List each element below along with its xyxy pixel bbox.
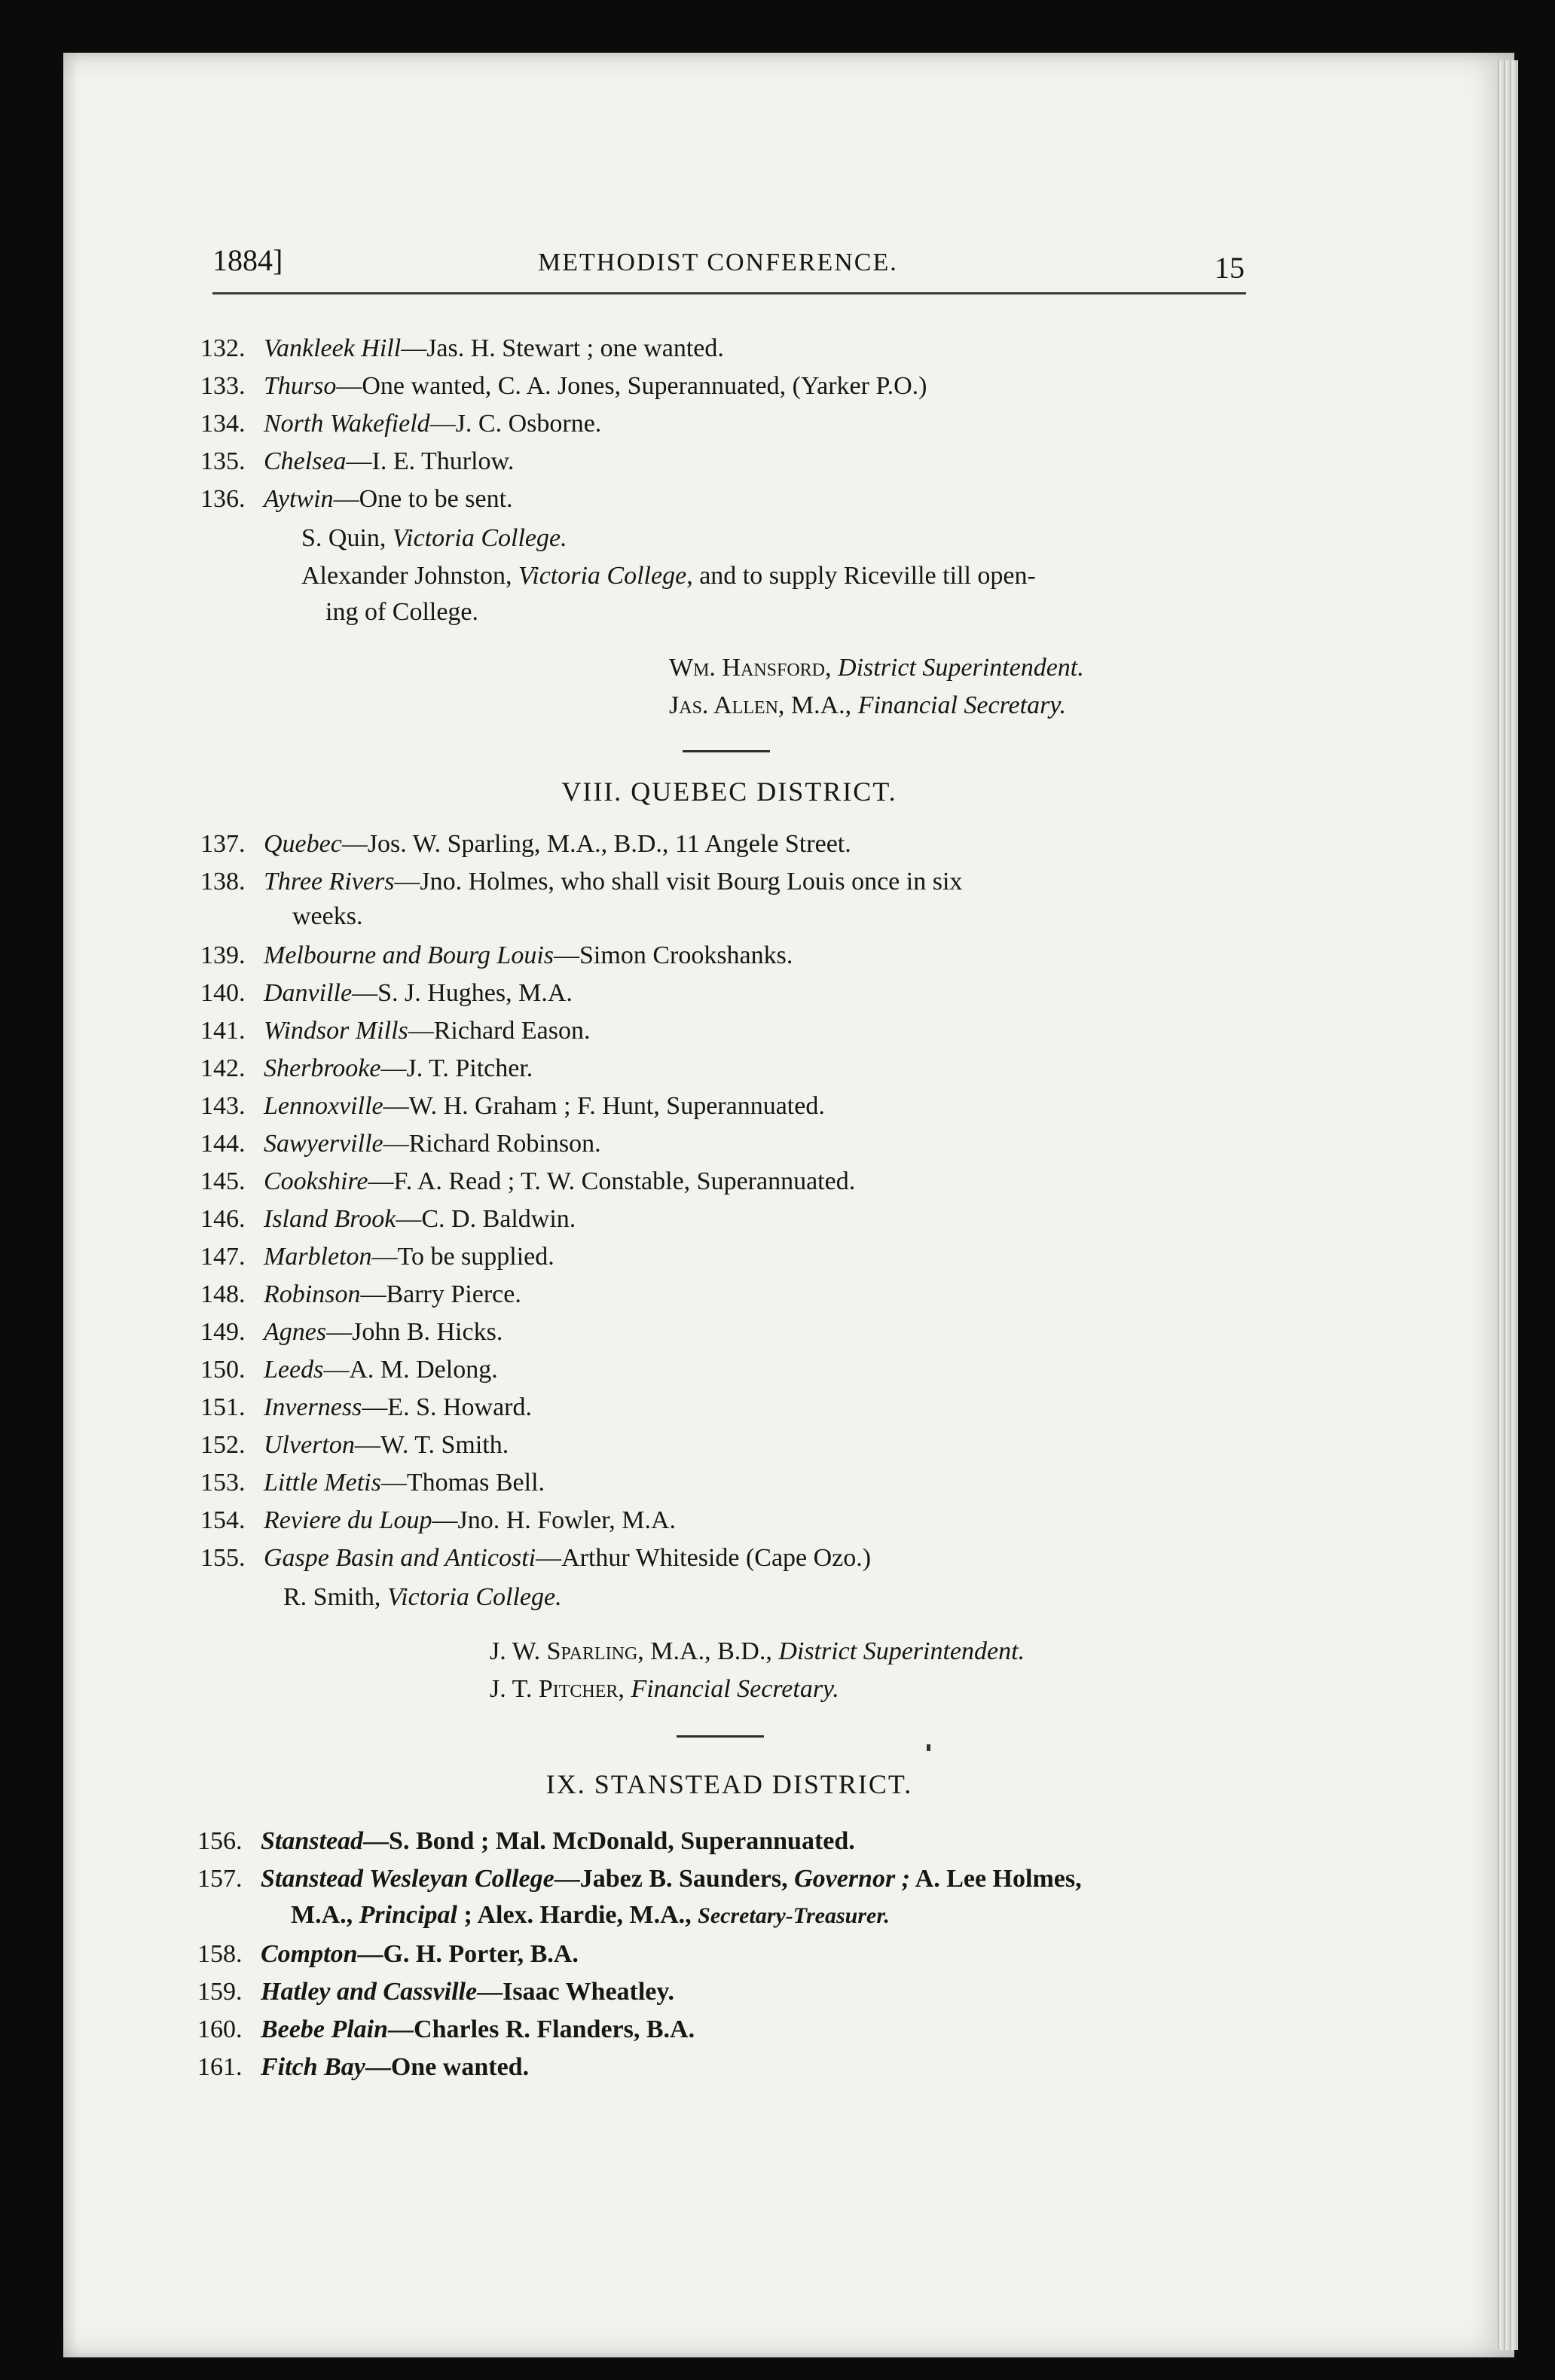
entry-138: 138. Three Rivers—Jno. Holmes, who shall visit Bourg Louis once in six [200,868,963,896]
header-year: 1884] [212,243,283,277]
entry-159: 159. Hatley and Cassville—Isaac Wheatley. [197,1978,675,2006]
signature-superintendent: J. W. Sparling, M.A., B.D., District Superintendent. [490,1637,1025,1665]
entry-154: 154. Reviere du Loup—Jno. H. Fowler, M.A. [200,1506,676,1534]
extra-johnston-cont: ing of College. [325,598,479,626]
ink-speck [927,1744,930,1751]
entry-141: 141. Windsor Mills—Richard Eason. [200,1017,591,1045]
entry-139: 139. Melbourne and Bourg Louis—Simon Crookshanks. [200,941,793,969]
entry-155: 155. Gaspe Basin and Anticosti—Arthur Whiteside (Cape Ozo.) [200,1544,872,1572]
entry-153: 153. Little Metis—Thomas Bell. [200,1469,545,1497]
signature-secretary: Jas. Allen, M.A., Financial Secretary. [669,691,1067,719]
section-divider [677,1735,764,1738]
header-title: METHODIST CONFERENCE. [538,249,898,276]
entry-156: 156. Stanstead—S. Bond ; Mal. McDonald, Superannuated. [197,1827,855,1855]
entry-161: 161. Fitch Bay—One wanted. [197,2053,530,2081]
entry-160: 160. Beebe Plain—Charles R. Flanders, B.A. [197,2015,695,2043]
extra-quin: S. Quin, Victoria College. [301,524,567,552]
signature-superintendent: Wm. Hansford, District Superintendent. [669,654,1084,682]
entry-135: 135. Chelsea—I. E. Thurlow. [200,447,515,475]
entry-157: 157. Stanstead Wesleyan College—Jabez B. Saunders, Governor ; A. Lee Holmes, [197,1865,1082,1893]
entry-150: 150. Leeds—A. M. Delong. [200,1356,498,1384]
entry-136: 136. Aytwin—One to be sent. [200,485,513,513]
entry-143: 143. Lennoxville—W. H. Graham ; F. Hunt, Superannuated. [200,1092,825,1120]
signature-secretary: J. T. Pitcher, Financial Secretary. [490,1675,839,1703]
entry-134: 134. North Wakefield—J. C. Osborne. [200,410,602,438]
entry-157-cont: M.A., Principal ; Alex. Hardie, M.A., Secretary-Treasurer. [291,1901,890,1929]
entry-138-cont: weeks. [292,902,363,930]
entry-147: 147. Marbleton—To be supplied. [200,1243,554,1271]
entry-152: 152. Ulverton—W. T. Smith. [200,1431,509,1459]
heading-stanstead-district: IX. STANSTEAD DISTRICT. [545,1769,913,1799]
entry-145: 145. Cookshire—F. A. Read ; T. W. Constable, Superannuated. [200,1167,856,1195]
header-rule [212,292,1246,294]
entry-133: 133. Thurso—One wanted, C. A. Jones, Superannuated, (Yarker P.O.) [200,372,927,400]
heading-quebec-district: VIII. QUEBEC DISTRICT. [561,777,897,807]
entry-148: 148. Robinson—Barry Pierce. [200,1280,521,1308]
entry-149: 149. Agnes—John B. Hicks. [200,1318,503,1346]
entry-144: 144. Sawyerville—Richard Robinson. [200,1130,601,1158]
entry-142: 142. Sherbrooke—J. T. Pitcher. [200,1054,533,1082]
extra-johnston: Alexander Johnston, Victoria College, and to supply Riceville till open- [301,562,1036,590]
entry-151: 151. Inverness—E. S. Howard. [200,1393,532,1421]
running-header [212,243,1245,288]
section-divider [683,750,770,752]
extra-smith: R. Smith, Victoria College. [283,1583,562,1611]
entry-132: 132. Vankleek Hill—Jas. H. Stewart ; one wanted. [200,334,724,362]
page-edges [1495,60,1518,2350]
entry-140: 140. Danville—S. J. Hughes, M.A. [200,979,573,1007]
entry-146: 146. Island Brook—C. D. Baldwin. [200,1205,576,1233]
page-number: 15 [1214,251,1245,285]
entry-137: 137. Quebec—Jos. W. Sparling, M.A., B.D., 11 Angele Street. [200,830,851,858]
entry-158: 158. Compton—G. H. Porter, B.A. [197,1940,579,1968]
